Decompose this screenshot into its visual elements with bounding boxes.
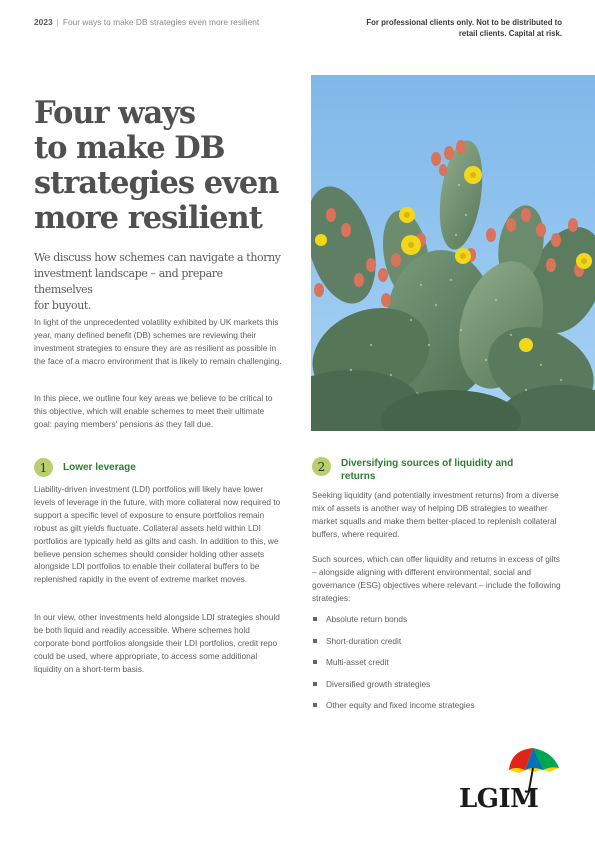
list-item: Other equity and fixed income strategies xyxy=(312,699,562,721)
intro-paragraph: In this piece, we outline four key areas we believe to be critical to this objective, which will enable schemes to meet their ultimate goal: paying members' pensions as they fall due. xyxy=(34,393,273,429)
page-title: Four ways to make DB strategies even more resilient xyxy=(34,95,279,236)
logo-wordmark: LGIM xyxy=(459,784,539,814)
header-year: 2023 xyxy=(34,17,53,27)
header-doc-info xyxy=(34,17,259,27)
section-2-heading xyxy=(312,457,521,483)
list-item: Multi-asset credit xyxy=(312,656,562,678)
section-title: Lower leverage xyxy=(63,462,136,473)
section-1-heading xyxy=(34,458,136,477)
header-separator: | xyxy=(56,17,59,27)
section-1-paragraph: Liability-driven investment (LDI) portfolios will likely have lower levels of leverage in the future, with more collateral now required to support a specific level of exposure to ensure portfolios remain robust as gilt yields fluctuate. Collateral assets held within LDI portfolios are typically held as gilts and cash. In addition to this, we believe pension schemes should consider holding other assets alongside LDI portfolios to enable their collateral buffers to be replenished rapidly in the event of extreme market moves. xyxy=(34,484,281,585)
section-number-badge: 2 xyxy=(312,457,331,476)
section-1-paragraph: In our view, other investments held alongside LDI strategies should be both liquid and readily accessible. Where schemes hold corporate bond portfolios alongside their LDI portfolios, credit repo could be used, where appropriate, to access some additional liquidity on a short-term basis. xyxy=(34,612,280,674)
section-number-badge: 1 xyxy=(34,458,53,477)
header-doc-title: Four ways to make DB strategies even more resilient xyxy=(62,17,260,27)
section-2-paragraph: Seeking liquidity (and potentially investment returns) from a diverse mix of assets is another way of helping DB strategies to weather market squalls and make them better-placed to replenish collateral buffers, where required. xyxy=(312,490,559,539)
page-subtitle: We discuss how schemes can navigate a thorny investment landscape – and prepare themselves for buyout. xyxy=(34,251,281,312)
strategy-list xyxy=(312,613,562,721)
section-title: Diversifying sources of liquidity and returns xyxy=(341,458,514,482)
header-disclaimer: For professional clients only. Not to be distributed to retail clients. Capital at risk. xyxy=(366,18,562,38)
list-item: Diversified growth strategies xyxy=(312,678,562,700)
intro-paragraph: In light of the unprecedented volatility exhibited by UK markets this year, many defined benefit (DB) schemes are reviewing their investment strategies to ensure they are as resilient as possible in the face of a macro environment that is likely to remain challenging. xyxy=(34,317,282,366)
lgim-logo xyxy=(459,746,563,816)
cactus-photo xyxy=(311,75,595,431)
list-item: Absolute return bonds xyxy=(312,613,562,635)
list-item: Short-duration credit xyxy=(312,635,562,657)
page-header xyxy=(34,17,562,47)
section-2-paragraph: Such sources, which can offer liquidity and returns in excess of gilts – alongside aligning with different environmental, social and governance (ESG) objectives where relevant – include the following strategies: xyxy=(312,554,561,603)
